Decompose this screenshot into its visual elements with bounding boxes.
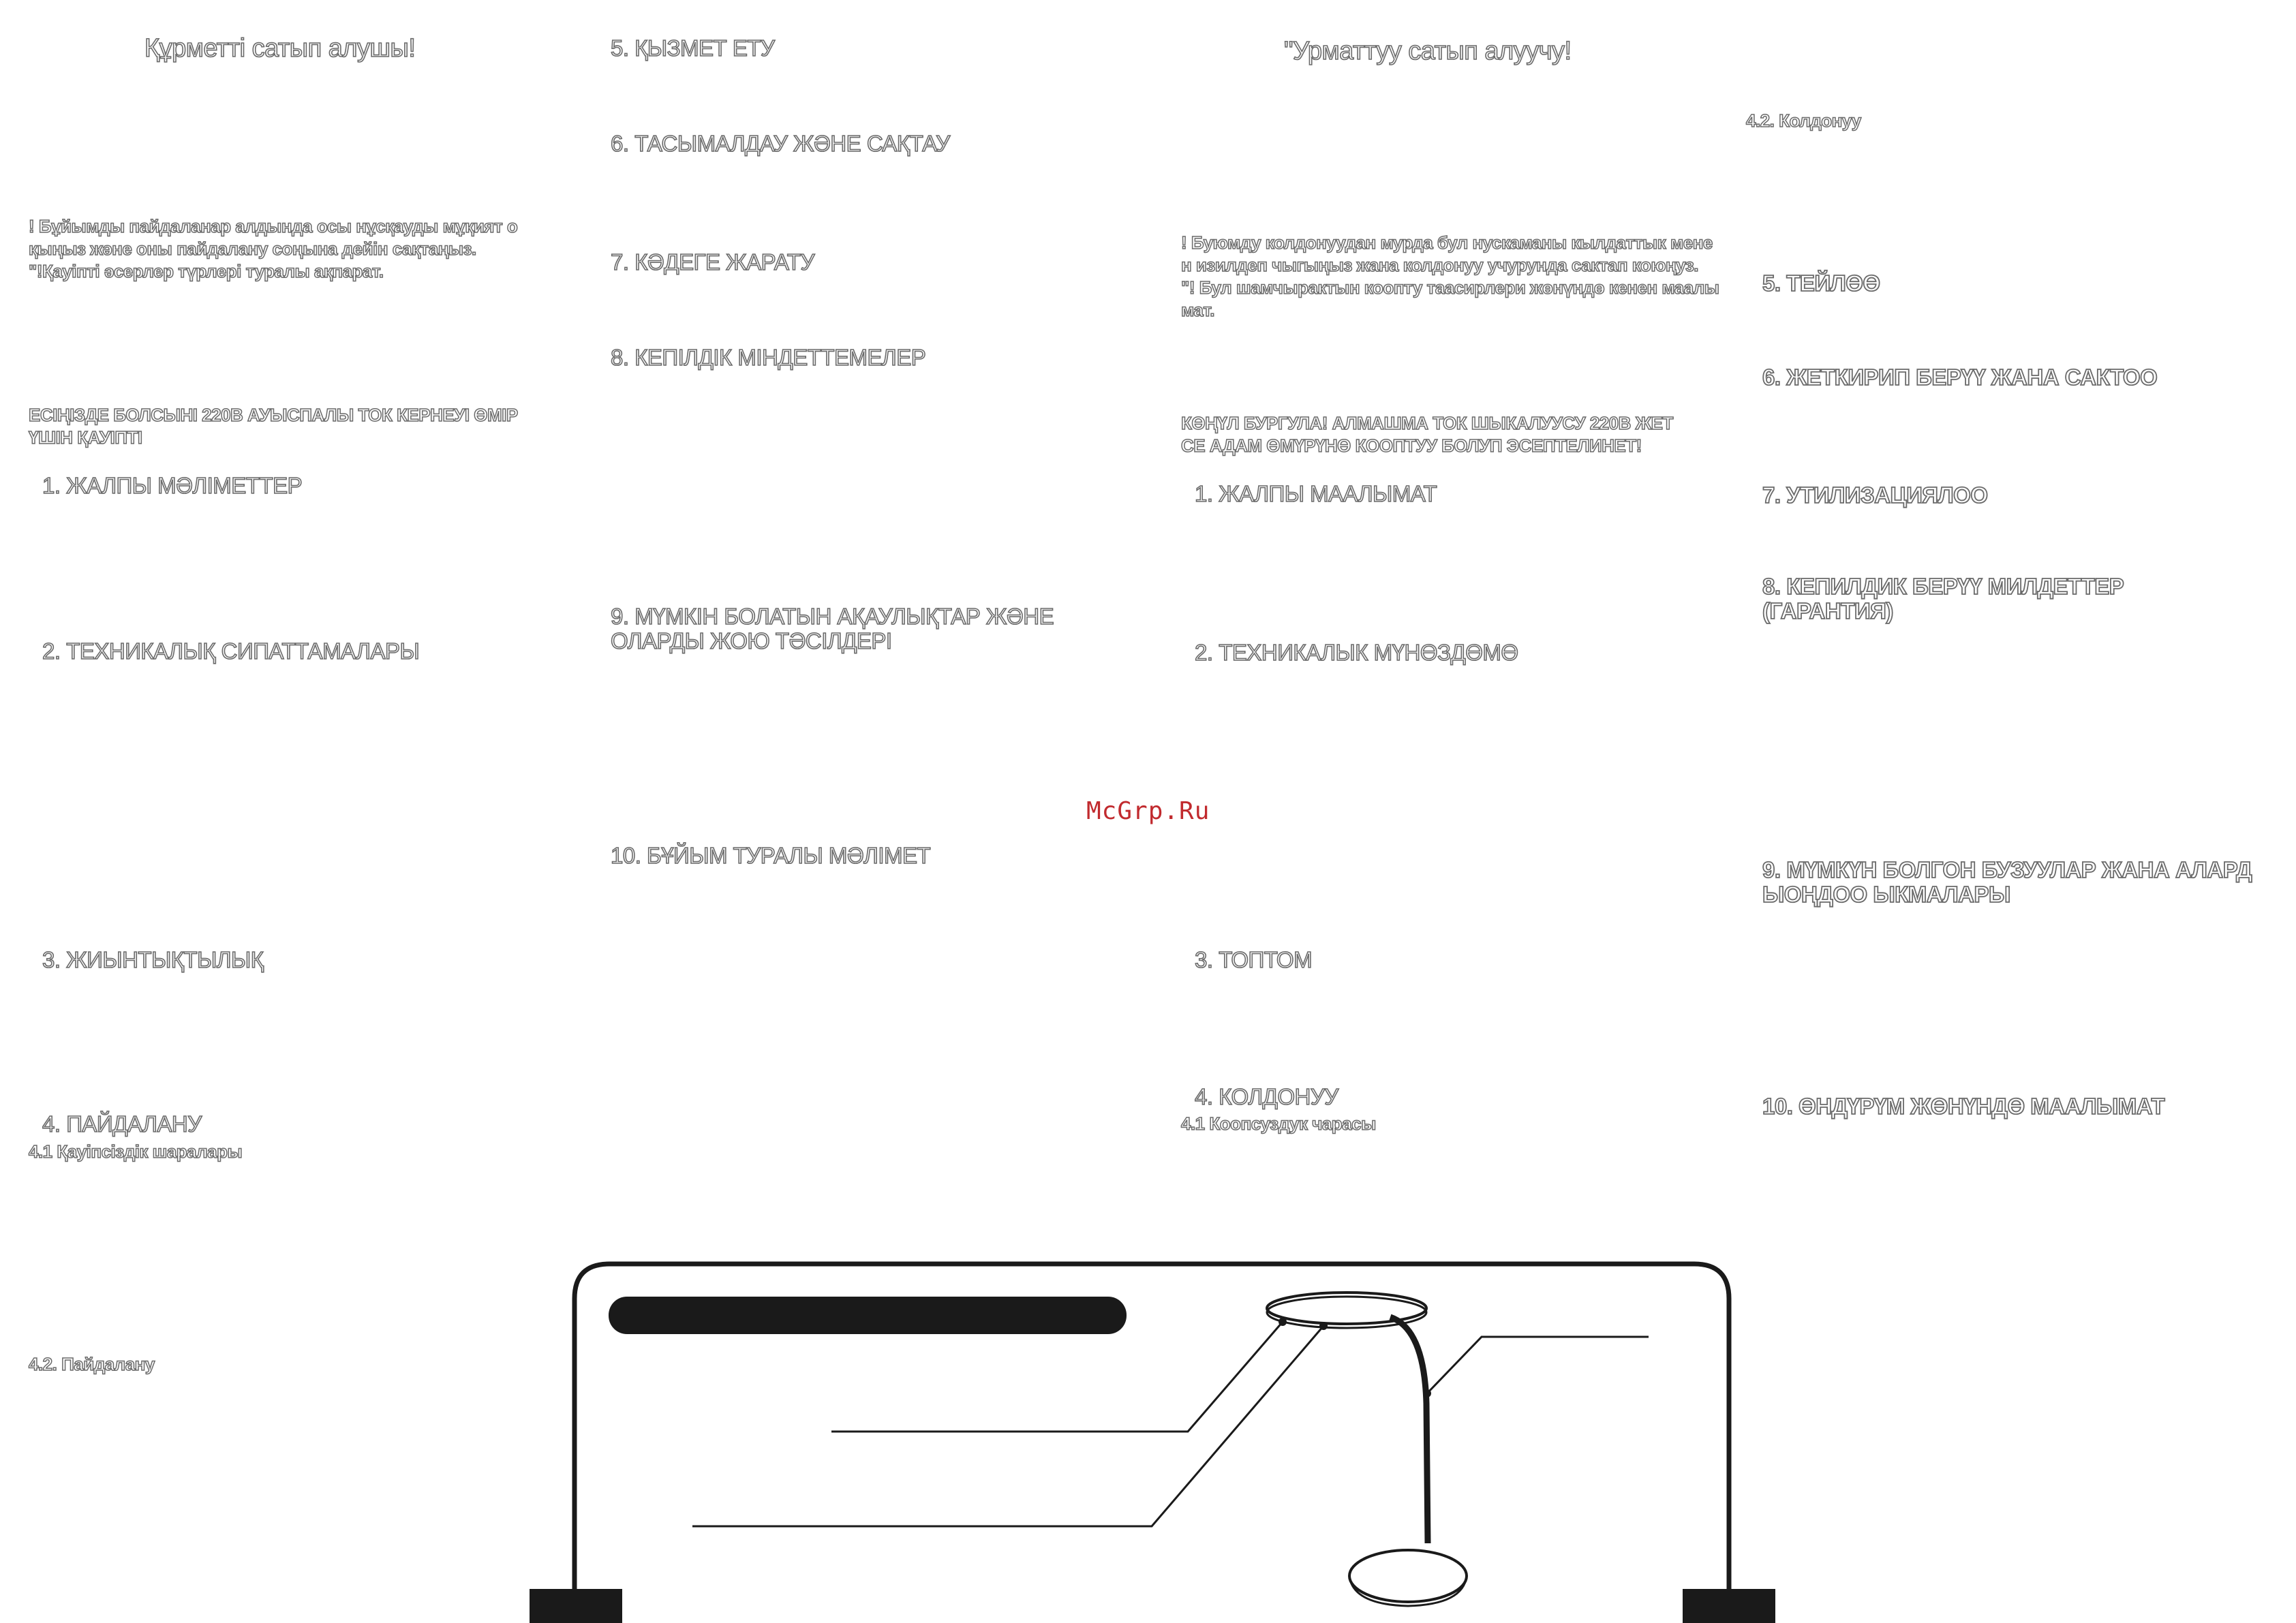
kazakh-section-4-1: 4.1 Қауіпсіздік шаралары [29, 1141, 243, 1162]
leader-line-1 [831, 1322, 1283, 1432]
kyrgyz-warning-line: СЕ АДАМ ӨМҮРҮНӨ КООПТУУ БОЛУП ЭСЕПТЕЛИНЕТ! [1181, 435, 1642, 456]
kazakh-section-9-line: 9. МҮМКІН БОЛАТЫН АҚАУЛЫҚТАР ЖӘНЕ [611, 604, 1054, 629]
kazakh-section-4-2: 4.2. Пайдалану [29, 1354, 155, 1374]
diagram-left-foot [530, 1589, 622, 1623]
kazakh-section-8: 8. КЕПІЛДІК МІНДЕТТЕМЕЛЕР [611, 345, 926, 370]
kyrgyz-section-7: 7. УТИЛИЗАЦИЯЛОО [1762, 482, 1988, 508]
kazakh-section-2: 2. ТЕХНИКАЛЫҚ СИПАТТАМАЛАРЫ [42, 638, 420, 664]
diagram-right-foot [1683, 1589, 1775, 1623]
kyrgyz-section-4-1: 4.1 Коопсуздук чарасы [1181, 1113, 1376, 1134]
kazakh-warning-line: ҮШІН ҚАУІПТІ [29, 427, 142, 448]
kazakh-section-10: 10. БҰЙЫМ ТУРАЛЫ МӘЛІМЕТ [611, 843, 931, 868]
kazakh-intro-line: ! Бұйымды пайдаланар алдында осы нұсқауды мұқият о [29, 216, 518, 236]
kyrgyz-section-3: 3. ТОПТОМ [1195, 947, 1313, 972]
kazakh-greeting: Құрметті сатып алушы! [144, 34, 416, 63]
kazakh-section-9-line: ОЛАРДЫ ЖОЮ ТӘСІЛДЕРІ [611, 628, 892, 653]
kyrgyz-section-8-line: (ГАРАНТИЯ) [1762, 598, 1893, 623]
leader-dot-3 [1423, 1389, 1431, 1397]
leader-line-2 [692, 1326, 1323, 1526]
diagram-label-bar [609, 1297, 1127, 1334]
kyrgyz-intro-line: ! Буюмду колдонуудан мурда бул нускаманы кылдаттык мене [1181, 232, 1713, 253]
kyrgyz-intro-line: "! Бул шамчырактын коопту таасирлери жөнүндө кенен маалы [1181, 277, 1719, 298]
kazakh-section-4: 4. ПАЙДАЛАНУ [42, 1111, 202, 1137]
kyrgyz-section-6: 6. ЖЕТКИРИП БЕРҮҮ ЖАНА САКТОО [1762, 365, 2158, 390]
kyrgyz-section-2: 2. ТЕХНИКАЛЫК МҮНӨЗДӨМӨ [1195, 640, 1518, 665]
kyrgyz-warning-line: КӨҢҮЛ БУРГУЛА! АЛМАШМА ТОК ШЫКАЛУУСУ 220В ЖЕТ [1181, 413, 1673, 433]
kyrgyz-section-8-line: 8. КЕПИЛДИК БЕРҮҮ МИЛДЕТТЕР [1762, 574, 2124, 599]
kyrgyz-section-5: 5. ТЕЙЛӨӨ [1762, 270, 1880, 296]
kazakh-intro-line: "!Қауіпті әсерлер түрлері туралы ақпарат. [29, 261, 384, 281]
kyrgyz-section-1: 1. ЖАЛПЫ МААЛЫМАТ [1195, 481, 1437, 506]
leader-dot-2 [1319, 1322, 1328, 1330]
leader-line-3 [1427, 1337, 1649, 1393]
lamp-gooseneck [1390, 1317, 1428, 1543]
kyrgyz-section-10: 10. ӨНДҮРҮМ ЖӨНҮНДӨ МААЛЫМАТ [1762, 1094, 2165, 1119]
kazakh-warning-line: ЕСІҢІЗДЕ БОЛСЫНІ 220В АУЫСПАЛЫ ТОК КЕРНЕУІ ӨМІР [29, 405, 518, 425]
leader-dot-1 [1279, 1318, 1287, 1326]
kazakh-intro-line: қыңыз және оны пайдалану соңына дейін сақтаңыз. [29, 238, 476, 259]
kazakh-section-1: 1. ЖАЛПЫ МӘЛІМЕТТЕР [42, 473, 303, 498]
kazakh-section-6: 6. ТАСЫМАЛДАУ ЖӘНЕ САҚТАУ [611, 131, 950, 156]
kyrgyz-intro-line: мат. [1181, 300, 1215, 320]
watermark: McGrp.Ru [1086, 797, 1210, 825]
kyrgyz-section-4-2: 4.2. Колдонуу [1746, 110, 1861, 131]
kyrgyz-section-4: 4. КОЛДОНУУ [1195, 1084, 1338, 1109]
kazakh-section-5: 5. ҚЫЗМЕТ ЕТУ [611, 35, 775, 61]
kyrgyz-section-9-line: 9. МҮМКҮН БОЛГОН БУЗУУЛАР ЖАНА АЛАРД [1762, 857, 2252, 882]
kyrgyz-greeting: "Урматтуу сатып алуучу! [1284, 37, 1572, 65]
kazakh-section-7: 7. КӘДЕГЕ ЖАРАТУ [611, 249, 814, 275]
kyrgyz-intro-line: н изилдеп чыгыңыз жана колдонуу учурунда сактап коюңуз. [1181, 255, 1699, 275]
lamp-base [1349, 1550, 1467, 1602]
kazakh-section-3: 3. ЖИЫНТЫҚТЫЛЫҚ [42, 947, 264, 972]
kyrgyz-section-9-line: ЫОҢДОО ЫКМАЛАРЫ [1762, 882, 2010, 907]
